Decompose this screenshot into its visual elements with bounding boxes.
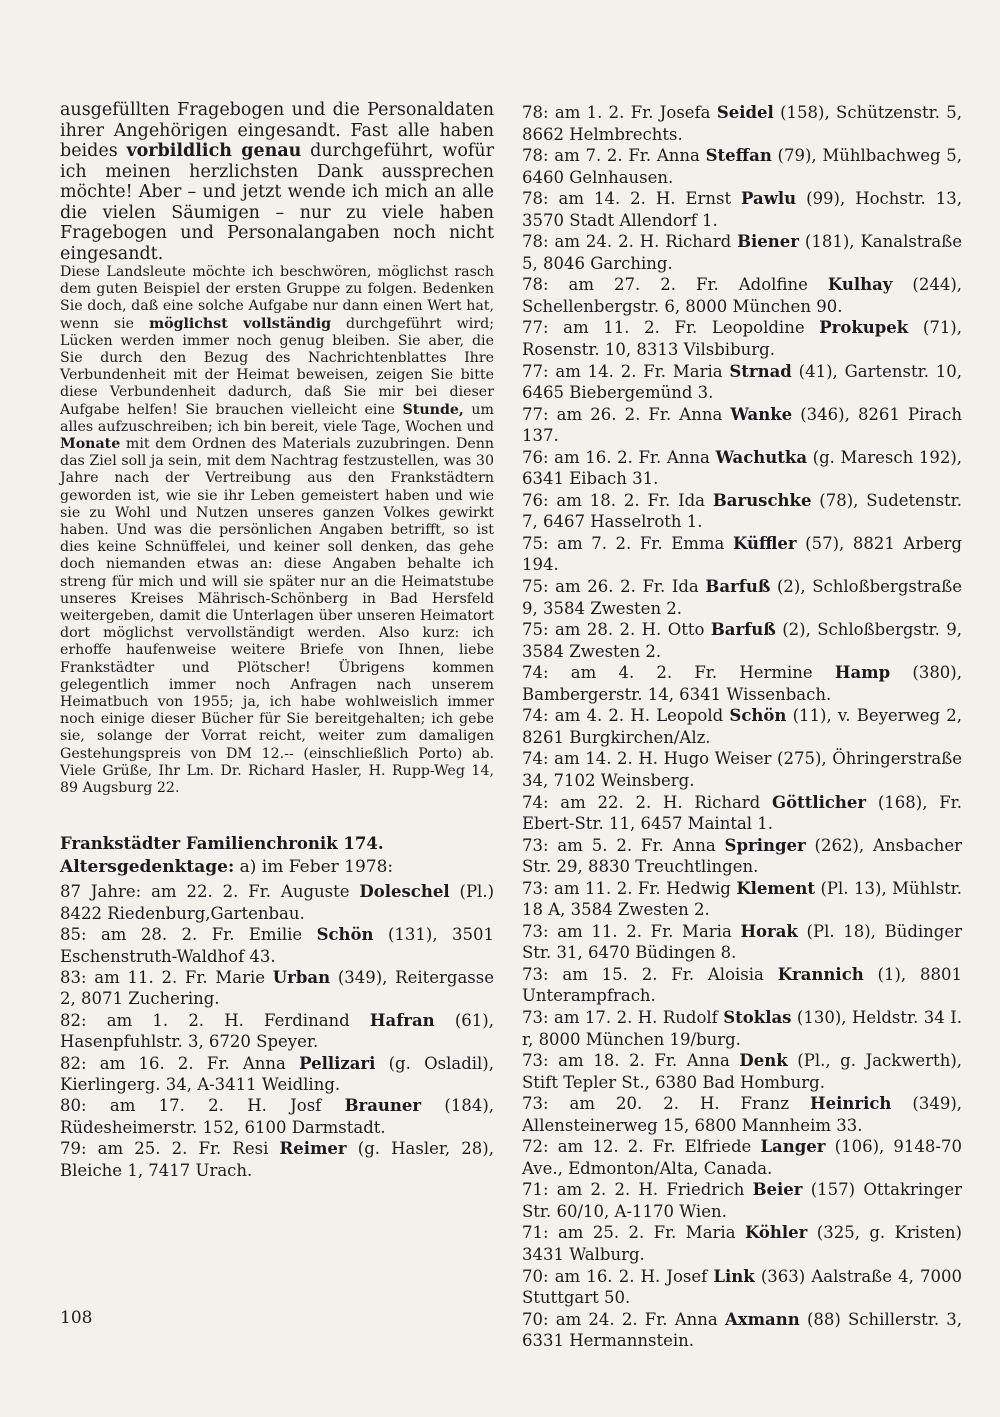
- entry-text: 75: am 7. 2. Fr. Emma: [522, 533, 733, 553]
- entry-text: 78: am 1. 2. Fr. Josefa: [522, 103, 717, 122]
- list-item: [522, 964, 962, 1007]
- list-item: [522, 748, 962, 791]
- entry-name: Pellizari: [299, 1053, 376, 1073]
- list-item: [522, 274, 962, 317]
- subtitle-text: a) im Feber 1978:: [234, 857, 394, 878]
- entry-text: (181), Kanalstraße 5, 8046 Garching.: [522, 232, 962, 273]
- entry-text: (244), Schellenbergstr. 6, 8000 München 90.: [522, 275, 962, 316]
- list-item: [522, 231, 962, 274]
- left-entries: [60, 881, 494, 1181]
- entry-text: (157) Ottakringer Str. 60/10, A-1170 Wien.: [522, 1180, 962, 1221]
- body-emphasis: möglichst vollständig: [149, 315, 332, 332]
- entry-name: Springer: [724, 835, 806, 855]
- list-item: [522, 533, 962, 576]
- entry-text: 73: am 18. 2. Fr. Anna: [522, 1051, 740, 1071]
- list-item: [522, 576, 962, 619]
- list-item: [522, 1266, 962, 1309]
- entry-text: 74: am 4. 2. H. Leopold: [522, 706, 730, 726]
- entry-name: Langer: [760, 1137, 826, 1157]
- entry-name: Axmann: [724, 1309, 800, 1329]
- entry-text: 70: am 16. 2. H. Josef: [522, 1266, 714, 1286]
- entry-text: 85: am 28. 2. Fr. Emilie: [60, 925, 317, 945]
- entry-name: Heinrich: [810, 1094, 892, 1114]
- entry-text: 78: am 7. 2. Fr. Anna: [522, 146, 706, 166]
- list-item: [60, 881, 494, 924]
- list-item: [522, 102, 962, 145]
- entry-text: (g. Osladil), Kierlingerg. 34, A-3411 Weidling.: [60, 1053, 494, 1094]
- entry-text: 75: am 28. 2. H. Otto: [522, 620, 711, 640]
- list-item: [522, 361, 962, 404]
- entry-text: (130), Heldstr. 34 I. r, 8000 München 19/burg.: [522, 1007, 962, 1049]
- entry-name: Barfuß: [710, 620, 776, 640]
- entry-name: Schön: [316, 925, 374, 945]
- entry-text: (79), Mühlbachweg 5, 6460 Gelnhausen.: [522, 146, 962, 187]
- entry-text: (380), Bambergerstr. 14, 6341 Wissenbach.: [522, 663, 962, 704]
- entry-name: Horak: [740, 921, 798, 941]
- entry-name: Link: [713, 1266, 755, 1286]
- entry-text: 73: am 20. 2. H. Franz: [522, 1094, 811, 1114]
- entry-text: 77: am 14. 2. Fr. Maria: [522, 361, 730, 381]
- body-text: mit dem Ordnen des Materials zuzubringen. Denn das Ziel soll ja sein, mit dem Nachtrag festzustellen, was 30 Jahre nach der Vertreibung aus den Frankstädtern geworden ist, wie sie ihr Leben gemeistert haben und wie sie zu Wohl und Nutzen unseres ganzen Volkes gewirkt haben. Und was die persönlichen Angaben betrifft, so ist dies keine Schnüffelei, und keiner soll denken, das gehe doch niemanden etwas an: diese Angaben behalte ich streng für mich und will sie später nur an die Heimatstube unseres Kreises Mährisch-Schönberg in Bad Hersfeld weitergeben, damit die Unterlagen über unseren Heimatort dort möglichst vervollständigt werden. Also kurz: ich erhoffe haufenweise weitere Briefe von Ihnen, liebe Frankstädter und Plötscher! Übrigens kommen gelegentlich immer noch Anfragen nach unserem Heimatbuch von 1955; ja, ich habe wohlweislich immer noch einige dieser Bücher für Sie bereitgehalten; ich gebe sie, solange der Vorrat reicht, weiter zum damaligen Gestehungspreis von DM 12.-- (einschließlich Porto) ab. Viele Grüße, Ihr Lm. Dr. Richard Hasler, H. Rupp-Weg 14, 89 Augsburg 22.: [60, 436, 494, 797]
- entry-text: 73: am 11. 2. Fr. Hedwig: [522, 878, 737, 898]
- entry-text: 76: am 18. 2. Fr. Ida: [522, 490, 713, 510]
- entry-name: Kulhay: [827, 275, 893, 295]
- entry-text: 74: am 14. 2. H. Hugo Weiser (275), Öhringerstraße 34, 7102 Weinsberg.: [522, 749, 962, 790]
- list-item: [522, 835, 962, 878]
- entry-name: Krannich: [777, 964, 864, 984]
- chronicle-subtitle: [60, 855, 494, 879]
- entry-text: (1), 8801 Unterampfrach.: [522, 964, 962, 1006]
- entry-text: 79: am 25. 2. Fr. Resi: [60, 1139, 280, 1159]
- list-item: [522, 619, 962, 662]
- entry-text: 73: am 11. 2. Fr. Maria: [522, 921, 741, 941]
- entry-text: 78: am 14. 2. H. Ernst: [522, 189, 742, 209]
- list-item: [522, 1136, 962, 1179]
- letter-body: [60, 264, 494, 797]
- entry-text: (11), v. Beyerweg 2, 8261 Burgkirchen/Alz.: [522, 706, 962, 747]
- entry-name: Hafran: [369, 1010, 435, 1030]
- entry-name: Barfuß: [705, 577, 771, 597]
- entry-text: (99), Hochstr. 13, 3570 Stadt Allendorf 1.: [522, 189, 963, 230]
- entry-name: Wachutka: [715, 447, 808, 467]
- list-item: [522, 792, 962, 835]
- letter-intro: [60, 100, 494, 264]
- list-item: [522, 878, 962, 921]
- entry-text: (363) Aalstraße 4, 7000 Stuttgart 50.: [522, 1266, 962, 1308]
- entry-text: 87 Jahre: am 22. 2. Fr. Auguste: [60, 882, 360, 902]
- list-item: [522, 145, 962, 188]
- entry-name: Göttlicher: [772, 792, 867, 812]
- list-item: [522, 921, 962, 964]
- entry-text: 74: am 22. 2. H. Richard: [522, 792, 772, 812]
- entry-text: (Pl., g. Jackwerth), Stift Tepler St., 6380 Bad Homburg.: [522, 1051, 962, 1092]
- entry-text: (78), Sudetenstr. 7, 6467 Hasselroth 1.: [522, 490, 962, 532]
- entry-name: Stoklas: [723, 1007, 792, 1027]
- body-paragraph: [60, 264, 494, 797]
- list-item: [522, 490, 962, 533]
- list-item: [60, 924, 494, 967]
- list-item: [522, 1309, 962, 1352]
- entry-text: (184), Rüdesheimerstr. 152, 6100 Darmstadt.: [60, 1096, 495, 1137]
- right-entries: [522, 102, 962, 1352]
- entry-name: Köhler: [744, 1223, 808, 1243]
- list-item: [522, 404, 962, 447]
- entry-text: (2), Schloßbergstraße 9, 3584 Zwesten 2.: [522, 577, 962, 618]
- entry-text: (349), Reitergasse 2, 8071 Zuchering.: [60, 967, 494, 1009]
- entry-text: 73: am 5. 2. Fr. Anna: [522, 835, 725, 855]
- entry-text: (71), Rosenstr. 10, 8313 Vilsbiburg.: [522, 318, 962, 360]
- entry-text: (2), Schloßbergstr. 9, 3584 Zwesten 2.: [522, 620, 962, 661]
- page-number: 108: [60, 1308, 93, 1328]
- list-item: [522, 1050, 962, 1093]
- entry-text: 70: am 24. 2. Fr. Anna: [522, 1309, 725, 1329]
- intro-emphasis: vorbildlich genau: [126, 141, 302, 161]
- list-item: [522, 317, 962, 360]
- entry-text: (346), 8261 Pirach 137.: [522, 404, 963, 446]
- entry-name: Brauner: [344, 1096, 422, 1116]
- entry-text: 71: am 25. 2. Fr. Maria: [522, 1223, 745, 1243]
- entry-text: 75: am 26. 2. Fr. Ida: [522, 577, 706, 597]
- entry-name: Reimer: [279, 1139, 347, 1159]
- entry-text: (Pl.) 8422 Riedenburg,Gartenbau.: [60, 882, 495, 923]
- entry-name: Steffan: [705, 146, 772, 166]
- right-column: [522, 100, 962, 1352]
- entry-text: 77: am 26. 2. Fr. Anna: [522, 404, 731, 424]
- entry-name: Schön: [729, 706, 787, 726]
- intro-text: ausgefüllten Fragebogen und die Personaldaten ihrer Angehörigen eingesandt. Fast alle haben beides: [60, 100, 494, 161]
- list-item: [60, 1053, 494, 1096]
- list-item: [522, 705, 962, 748]
- entry-text: (61), Hasenpfuhlstr. 3, 6720 Speyer.: [60, 1010, 494, 1052]
- entry-text: (57), 8821 Arberg 194.: [522, 533, 962, 575]
- entry-text: 76: am 16. 2. Fr. Anna: [522, 447, 716, 467]
- entry-name: Hamp: [834, 663, 891, 683]
- list-item: [522, 447, 962, 490]
- entry-text: 82: am 16. 2. Fr. Anna: [60, 1053, 300, 1073]
- subtitle-label: Altersgedenktage:: [60, 857, 235, 878]
- intro-text: durchgeführt, wofür ich meinen herzlichsten Dank aussprechen möchte! Aber – und jetzt wende ich mich an alle die vielen Säumigen – nur zu viele haben Fragebogen und Personalangaben noch nicht eingesandt.: [60, 141, 494, 264]
- body-text: Diese Landsleute möchte ich beschwören, möglichst rasch dem guten Beispiel der ersten Gruppe zu folgen. Bedenken Sie doch, daß eine solche Aufgabe nur dann einen Wert hat, wenn sie: [60, 264, 494, 332]
- list-item: [60, 1095, 494, 1138]
- entry-text: 82: am 1. 2. H. Ferdinand: [60, 1010, 370, 1030]
- entry-name: Biener: [737, 232, 799, 252]
- entry-text: (106), 9148-70 Ave., Edmonton/Alta, Canada.: [522, 1137, 962, 1178]
- entry-text: 83: am 11. 2. Fr. Marie: [60, 967, 273, 987]
- entry-text: (168), Fr. Ebert-Str. 11, 6457 Maintal 1.: [522, 792, 962, 834]
- list-item: [522, 1222, 962, 1265]
- entry-text: 73: am 17. 2. H. Rudolf: [522, 1007, 724, 1027]
- entry-text: (349), Allensteinerweg 15, 6800 Mannheim 33.: [522, 1094, 963, 1135]
- entry-name: Denk: [739, 1051, 788, 1071]
- entry-text: (g. Hasler, 28), Bleiche 1, 7417 Urach.: [60, 1139, 494, 1180]
- left-column: [60, 100, 494, 1181]
- list-item: [522, 662, 962, 705]
- list-item: [60, 1138, 494, 1181]
- entry-text: 74: am 4. 2. Fr. Hermine: [522, 663, 835, 683]
- list-item: [60, 1010, 494, 1053]
- entry-text: 78: am 24. 2. H. Richard: [522, 232, 738, 252]
- entry-name: Küffler: [732, 533, 797, 553]
- entry-text: (88) Schillerstr. 3, 6331 Hermannstein.: [522, 1309, 963, 1351]
- entry-text: 78: am 27. 2. Fr. Adolfine: [522, 275, 828, 295]
- list-item: [522, 1179, 962, 1222]
- entry-text: 71: am 2. 2. H. Friedrich: [522, 1180, 753, 1200]
- entry-name: Urban: [272, 967, 331, 987]
- entry-name: Doleschel: [359, 882, 450, 902]
- body-text: um alles aufzuschreiben; ich bin bereit, viele Tage, Wochen und: [60, 401, 494, 435]
- entry-name: Wanke: [730, 404, 793, 424]
- body-emphasis: Stunde,: [402, 401, 464, 418]
- list-item: [522, 1007, 962, 1050]
- entry-name: Baruschke: [712, 490, 812, 510]
- entry-text: (g. Maresch 192), 6341 Eibach 31.: [522, 447, 962, 489]
- list-item: [522, 188, 962, 231]
- entry-name: Beier: [752, 1180, 803, 1200]
- body-emphasis: Monate: [60, 436, 121, 453]
- entry-text: 80: am 17. 2. H. Josf: [60, 1096, 345, 1116]
- body-text: durchgeführt wird; Lücken werden immer noch genug bleiben. Sie aber, die Sie durch den Bezug des Nachrichtenblattes Ihre Verbundenheit mit der Heimat beweisen, zeigen Sie bitte diese Verbundenheit dadurch, daß Sie mir bei dieser Aufgabe helfen! Sie brauchen vielleicht eine: [60, 315, 494, 418]
- intro-paragraph: [60, 100, 494, 264]
- entry-text: (41), Gartenstr. 10, 6465 Biebergemünd 3.: [522, 361, 962, 403]
- entry-text: (158), Schützenstr. 5, 8662 Helmbrechts.: [522, 103, 962, 144]
- entry-text: 73: am 15. 2. Fr. Aloisia: [522, 964, 778, 984]
- entry-name: Prokupek: [819, 318, 909, 338]
- entry-text: 77: am 11. 2. Fr. Leopoldine: [522, 318, 820, 338]
- entry-name: Strnad: [729, 361, 792, 381]
- entry-text: (Pl. 13), Mühlstr. 18 A, 3584 Zwesten 2.: [522, 878, 962, 920]
- entry-text: (131), 3501 Eschenstruth-Waldhof 43.: [60, 925, 495, 966]
- list-item: [60, 967, 494, 1010]
- entry-text: (262), Ansbacher Str. 29, 8830 Treuchtlingen.: [522, 835, 962, 877]
- list-item: [522, 1093, 962, 1136]
- entry-text: 72: am 12. 2. Fr. Elfriede: [522, 1137, 761, 1157]
- chronicle-title: Frankstädter Familienchronik 174.: [60, 834, 384, 854]
- entry-name: Seidel: [716, 103, 774, 122]
- entry-name: Klement: [736, 878, 815, 898]
- entry-text: (325, g. Kristen) 3431 Walburg.: [522, 1223, 962, 1264]
- entry-text: (Pl. 18), Büdinger Str. 31, 6470 Büdingen 8.: [522, 921, 963, 963]
- entry-name: Pawlu: [741, 189, 797, 209]
